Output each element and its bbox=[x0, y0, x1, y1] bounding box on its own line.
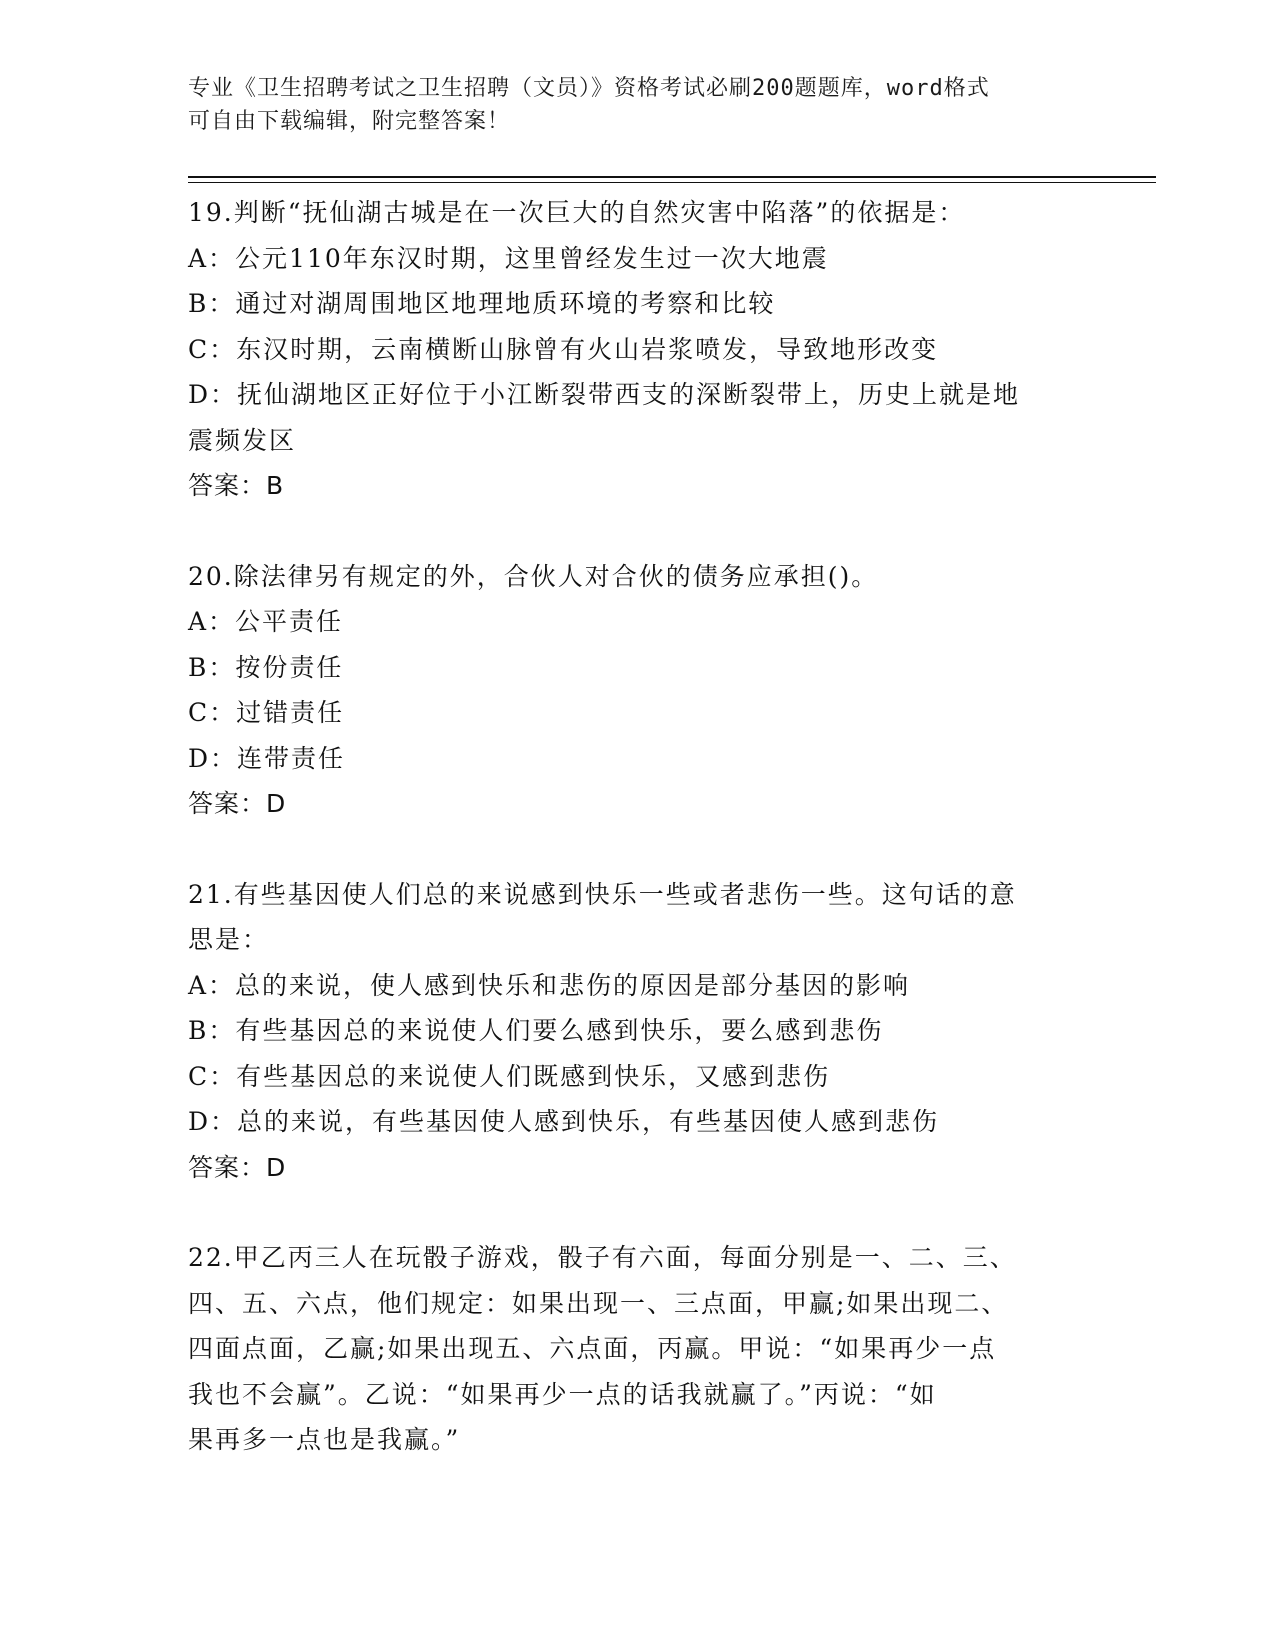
option-c: C：有些基因总的来说使人们既感到快乐，又感到悲伤 bbox=[188, 1061, 831, 1091]
question-stem-continued: 果再多一点也是我赢。” bbox=[188, 1425, 461, 1454]
question-list bbox=[188, 190, 1088, 1463]
answer-label: 答案：D bbox=[188, 1152, 287, 1182]
question-stem: 22.甲乙丙三人在玩骰子游戏，骰子有六面，每面分别是一、二、三、 bbox=[188, 1243, 1017, 1272]
header-divider-thick bbox=[188, 176, 1156, 178]
option-a: A：公元110年东汉时期，这里曾经发生过一次大地震 bbox=[188, 243, 829, 273]
option-a: A：公平责任 bbox=[188, 607, 344, 636]
option-b: B：通过对湖周围地区地理地质环境的考察和比较 bbox=[188, 289, 776, 318]
question-stem: 21.有些基因使人们总的来说感到快乐一些或者悲伤一些。这句话的意 bbox=[188, 879, 1017, 909]
option-d: D：连带责任 bbox=[188, 743, 346, 773]
question-stem: 19.判断“抚仙湖古城是在一次巨大的自然灾害中陷落”的依据是： bbox=[188, 198, 966, 227]
question-stem-continued: 四、五、六点，他们规定：如果出现一、三点面，甲赢;如果出现二、 bbox=[188, 1288, 1009, 1318]
question-21 bbox=[188, 872, 1088, 1191]
option-b: B：按份责任 bbox=[188, 652, 344, 682]
header-divider-thin bbox=[188, 182, 1156, 183]
question-19 bbox=[188, 190, 1088, 509]
question-22 bbox=[188, 1235, 1088, 1463]
option-d-continued: 震频发区 bbox=[188, 425, 297, 455]
option-d: D：抚仙湖地区正好位于小江断裂带西支的深断裂带上，历史上就是地 bbox=[188, 380, 1021, 409]
question-stem-continued: 我也不会赢”。乙说：“如果再少一点的话我就赢了。”丙说：“如 bbox=[188, 1379, 937, 1409]
header-line-1: 专业《卫生招聘考试之卫生招聘（文员）》资格考试必刷200题题库，word格式 bbox=[188, 76, 990, 101]
option-c: C：过错责任 bbox=[188, 698, 345, 727]
question-20 bbox=[188, 554, 1088, 827]
question-stem-continued: 思是： bbox=[188, 925, 270, 954]
answer-label: 答案：B bbox=[188, 471, 285, 500]
option-d: D：总的来说，有些基因使人感到快乐，有些基因使人感到悲伤 bbox=[188, 1107, 940, 1136]
header-line-2: 可自由下载编辑，附完整答案！ bbox=[188, 109, 511, 134]
document-header bbox=[188, 72, 1068, 138]
question-stem-continued: 四面点面，乙赢;如果出现五、六点面，丙赢。甲说：“如果再少一点 bbox=[188, 1334, 997, 1363]
option-a: A：总的来说，使人感到快乐和悲伤的原因是部分基因的影响 bbox=[188, 970, 911, 1000]
answer-label: 答案：D bbox=[188, 789, 287, 818]
question-stem: 20.除法律另有规定的外，合伙人对合伙的债务应承担()。 bbox=[188, 561, 879, 591]
option-b: B：有些基因总的来说使人们要么感到快乐，要么感到悲伤 bbox=[188, 1016, 884, 1045]
option-c: C：东汉时期，云南横断山脉曾有火山岩浆喷发，导致地形改变 bbox=[188, 334, 939, 364]
